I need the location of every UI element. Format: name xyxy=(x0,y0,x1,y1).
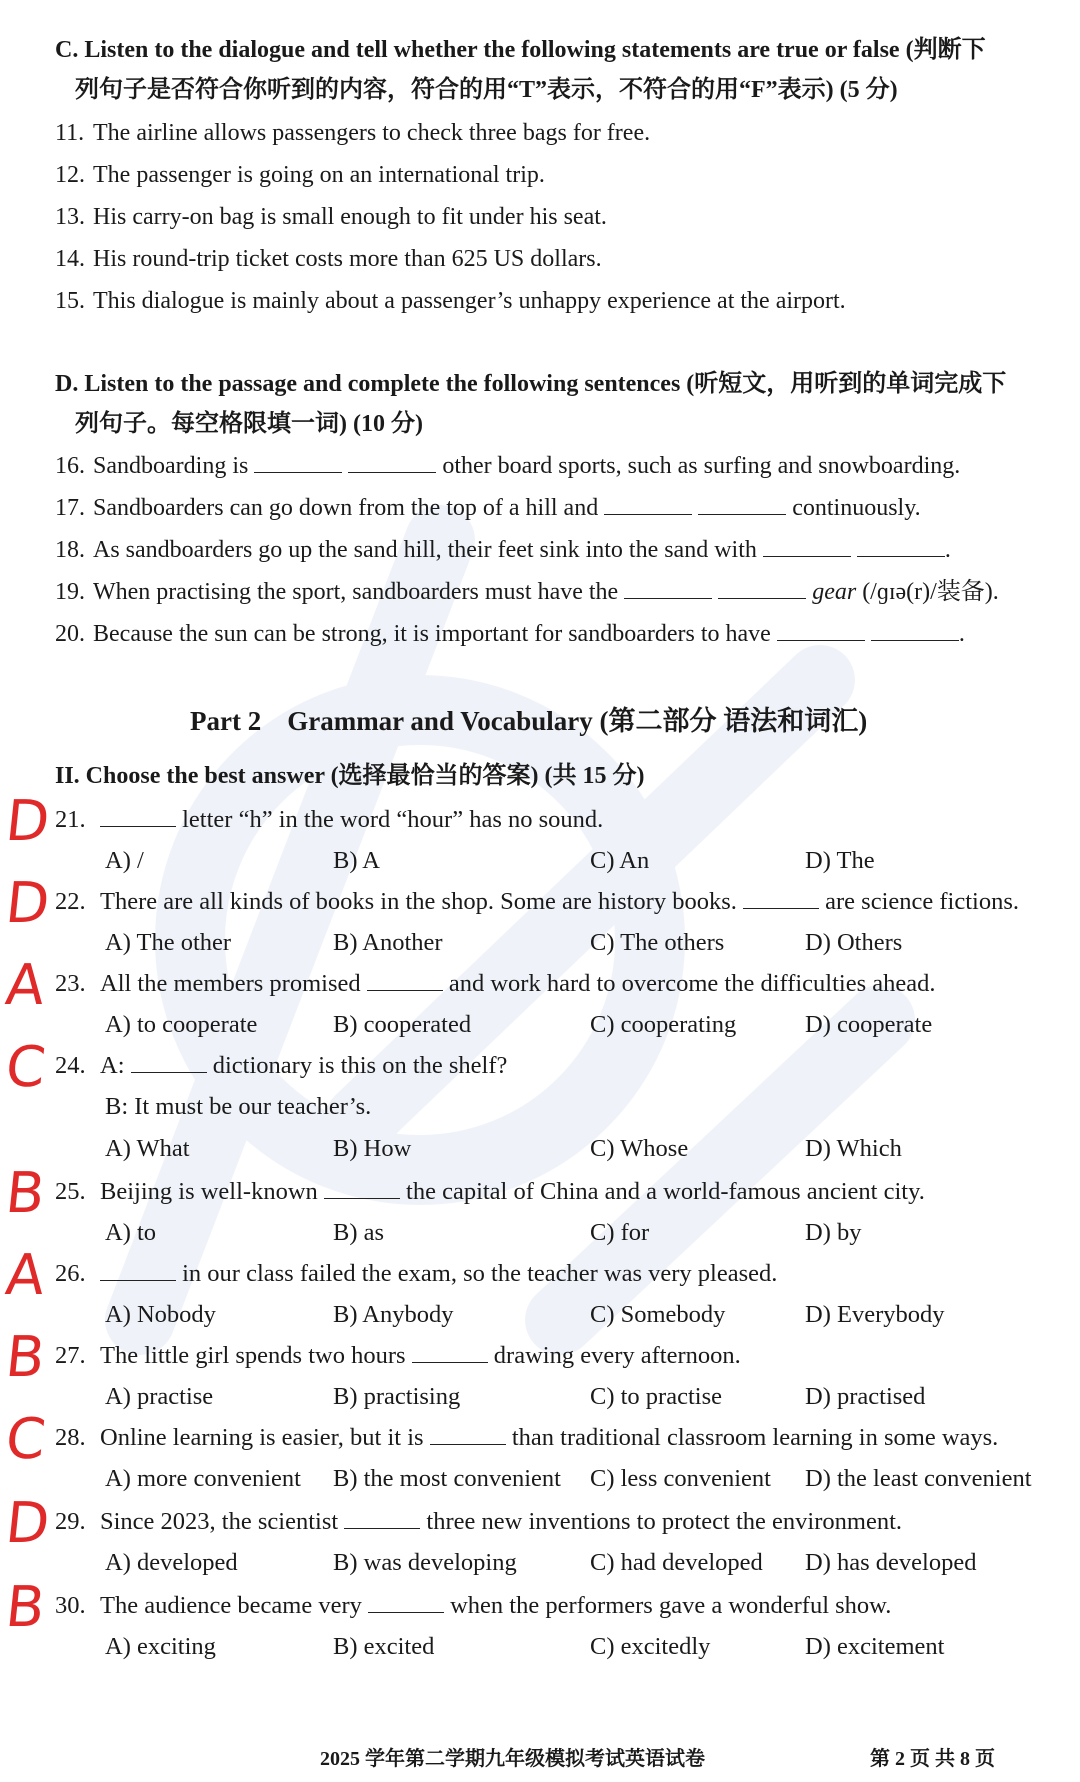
answer-blank[interactable] xyxy=(100,804,176,827)
answer-blank[interactable] xyxy=(131,1050,207,1073)
part-2-title: Part 2 Grammar and Vocabulary (第二部分 语法和词汇) xyxy=(190,706,868,736)
option-b[interactable]: B) How xyxy=(333,1135,412,1162)
question-21: 21. letter “h” in the word “hour” has no sound. xyxy=(55,806,604,833)
option-c[interactable]: C) Somebody xyxy=(590,1301,726,1328)
question-25: 25. Beijing is well-known the capital of China and a world-famous ancient city. xyxy=(55,1178,925,1205)
answer-blank[interactable] xyxy=(871,618,959,641)
answer-blank[interactable] xyxy=(763,534,851,557)
answer-blank[interactable] xyxy=(743,886,819,909)
statement-11: 11. The airline allows passengers to check three bags for free. xyxy=(55,120,651,146)
option-a[interactable]: A) developed xyxy=(105,1549,238,1576)
option-c[interactable]: C) cooperating xyxy=(590,1011,737,1038)
answer-blank[interactable] xyxy=(412,1340,488,1363)
option-b[interactable]: B) was developing xyxy=(333,1549,517,1576)
option-d[interactable]: D) Others xyxy=(805,929,903,956)
handwritten-answer-29: D xyxy=(2,1491,53,1556)
option-a[interactable]: A) to xyxy=(105,1219,157,1246)
answer-blank[interactable] xyxy=(324,1176,400,1199)
statement-14: 14. His round-trip ticket costs more than 625 US dollars. xyxy=(55,246,602,272)
answer-blank[interactable] xyxy=(367,968,443,991)
option-d[interactable]: D) Which xyxy=(805,1135,902,1162)
answer-blank[interactable] xyxy=(698,492,786,515)
statement-12: 12. The passenger is going on an international trip. xyxy=(55,162,545,188)
option-d[interactable]: D) by xyxy=(805,1219,862,1246)
answer-blank[interactable] xyxy=(344,1506,420,1529)
answer-blank[interactable] xyxy=(254,450,342,473)
option-a[interactable]: A) more convenient xyxy=(105,1465,301,1492)
option-b[interactable]: B) Anybody xyxy=(333,1301,454,1328)
question-28: 28. Online learning is easier, but it is than traditional classroom learning in some ways. xyxy=(55,1424,999,1451)
option-c[interactable]: C) excitedly xyxy=(590,1633,711,1660)
handwritten-answer-21: D xyxy=(2,789,53,854)
option-d[interactable]: D) Everybody xyxy=(805,1301,945,1328)
handwritten-answer-22: D xyxy=(2,871,53,936)
answer-blank[interactable] xyxy=(718,576,806,599)
option-d[interactable]: D) has developed xyxy=(805,1549,977,1576)
option-a[interactable]: A) Nobody xyxy=(105,1301,216,1328)
handwritten-answer-30: B xyxy=(2,1575,48,1640)
blank-item-17: 17. Sandboarders can go down from the top of a hill and continuously. xyxy=(55,492,921,523)
blank-item-19: 19. When practising the sport, sandboarders must have the gear (/ɡɪə(r)/装备). xyxy=(55,576,999,607)
handwritten-answer-26: A xyxy=(2,1243,48,1308)
option-b[interactable]: B) as xyxy=(333,1219,385,1246)
option-b[interactable]: B) practising xyxy=(333,1383,461,1410)
section-d-heading xyxy=(55,364,1055,444)
option-a[interactable]: A) exciting xyxy=(105,1633,216,1660)
footer-page-number: 第 2 页 共 8 页 xyxy=(870,1748,995,1770)
option-b[interactable]: B) A xyxy=(333,847,380,874)
section-c-heading-line2: 列句子是否符合你听到的内容，符合的用“T”表示，不符合的用“F”表示) (5 分) xyxy=(75,77,898,103)
option-c[interactable]: C) had developed xyxy=(590,1549,763,1576)
blank-item-18: 18. As sandboarders go up the sand hill, their feet sink into the sand with . xyxy=(55,534,951,565)
question-26: 26. in our class failed the exam, so the teacher was very pleased. xyxy=(55,1260,778,1287)
statement-13: 13. His carry-on bag is small enough to fit under his seat. xyxy=(55,204,607,230)
handwritten-answer-27: B xyxy=(2,1325,48,1390)
option-d[interactable]: D) The xyxy=(805,847,875,874)
question-30: 30. The audience became very when the performers gave a wonderful show. xyxy=(55,1592,892,1619)
section-ii-heading: II. Choose the best answer (选择最恰当的答案) (共 15 分) xyxy=(55,763,645,789)
blank-item-20: 20. Because the sun can be strong, it is important for sandboarders to have . xyxy=(55,618,965,649)
handwritten-answer-25: B xyxy=(2,1161,48,1226)
answer-blank[interactable] xyxy=(624,576,712,599)
handwritten-answer-28: C xyxy=(2,1407,49,1472)
option-a[interactable]: A) to cooperate xyxy=(105,1011,258,1038)
answer-blank[interactable] xyxy=(777,618,865,641)
option-c[interactable]: C) to practise xyxy=(590,1383,722,1410)
question-23: 23. All the members promised and work hard to overcome the difficulties ahead. xyxy=(55,970,936,997)
option-c[interactable]: C) for xyxy=(590,1219,650,1246)
option-b[interactable]: B) the most convenient xyxy=(333,1465,561,1492)
answer-blank[interactable] xyxy=(857,534,945,557)
option-d[interactable]: D) excitement xyxy=(805,1633,945,1660)
answer-blank[interactable] xyxy=(368,1590,444,1613)
question-29: 29. Since 2023, the scientist three new inventions to protect the environment. xyxy=(55,1508,902,1535)
option-c[interactable]: C) Whose xyxy=(590,1135,689,1162)
answer-blank[interactable] xyxy=(430,1422,506,1445)
option-a[interactable]: A) practise xyxy=(105,1383,214,1410)
option-d[interactable]: D) practised xyxy=(805,1383,926,1410)
option-a[interactable]: A) What xyxy=(105,1135,190,1162)
question-27: 27. The little girl spends two hours drawing every afternoon. xyxy=(55,1342,741,1369)
answer-blank[interactable] xyxy=(348,450,436,473)
option-a[interactable]: A) / xyxy=(105,847,144,874)
question-24: 24. A: dictionary is this on the shelf? xyxy=(55,1052,508,1079)
section-d-heading-line2: 列句子。每空格限填一词) (10 分) xyxy=(75,411,423,437)
answer-blank[interactable] xyxy=(604,492,692,515)
question-22: 22. There are all kinds of books in the shop. Some are history books. are science fictions. xyxy=(55,888,1019,915)
option-c[interactable]: C) The others xyxy=(590,929,725,956)
footer-exam-title: 2025 学年第二学期九年级模拟考试英语试卷 xyxy=(320,1748,705,1770)
statement-15: 15. This dialogue is mainly about a passenger’s unhappy experience at the airport. xyxy=(55,288,846,314)
answer-blank[interactable] xyxy=(100,1258,176,1281)
blank-item-16: 16. Sandboarding is other board sports, such as surfing and snowboarding. xyxy=(55,450,960,481)
option-c[interactable]: C) An xyxy=(590,847,650,874)
section-c-heading xyxy=(55,30,1055,110)
option-c[interactable]: C) less convenient xyxy=(590,1465,771,1492)
section-c-heading-line1: C. Listen to the dialogue and tell whether the following statements are true or false (判断下 xyxy=(55,37,986,63)
option-b[interactable]: B) excited xyxy=(333,1633,435,1660)
section-d-heading-line1: D. Listen to the passage and complete the following sentences (听短文，用听到的单词完成下 xyxy=(55,371,1007,397)
option-b[interactable]: B) cooperated xyxy=(333,1011,472,1038)
option-d[interactable]: D) cooperate xyxy=(805,1011,933,1038)
option-a[interactable]: A) The other xyxy=(105,929,232,956)
question-24-response: B: It must be our teacher’s. xyxy=(105,1093,372,1120)
handwritten-answer-24: C xyxy=(2,1035,49,1100)
option-d[interactable]: D) the least convenient xyxy=(805,1465,1032,1492)
handwritten-answer-23: A xyxy=(2,953,48,1018)
option-b[interactable]: B) Another xyxy=(333,929,443,956)
